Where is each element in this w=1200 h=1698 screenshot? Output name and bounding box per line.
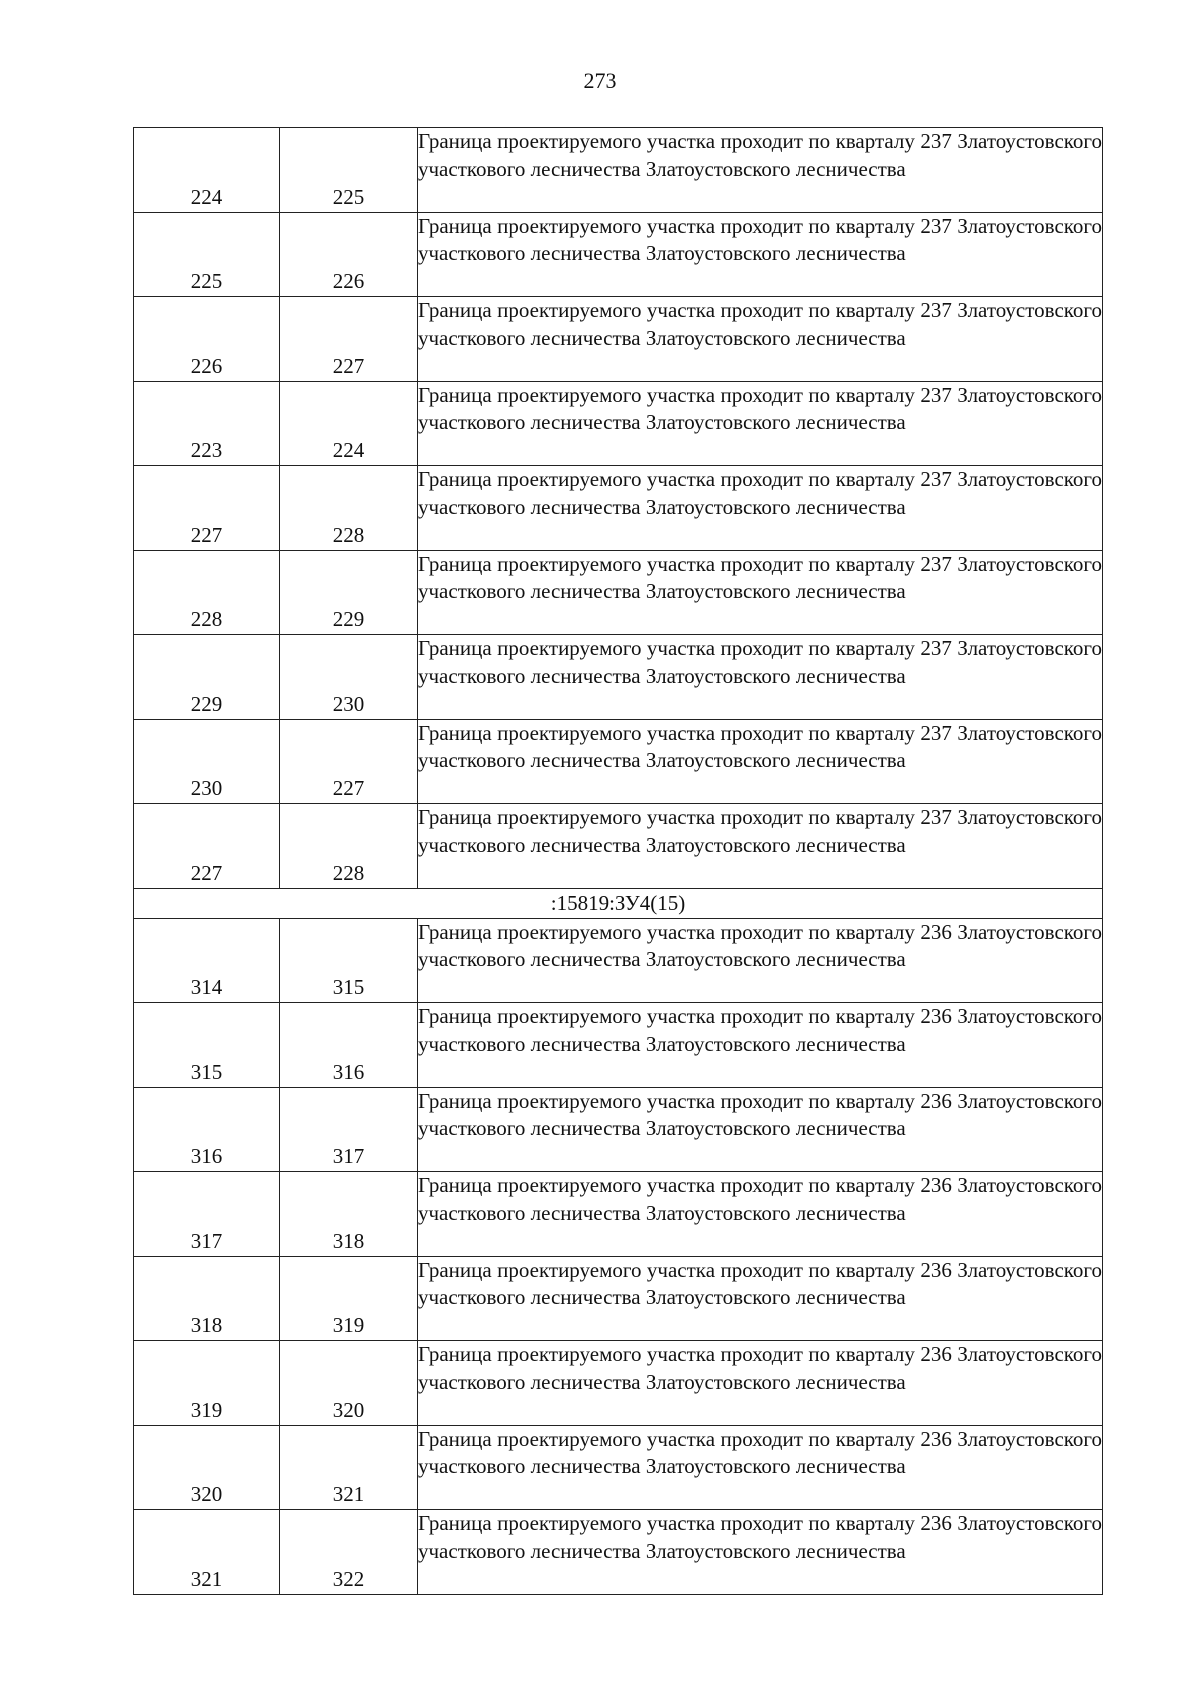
point-from-cell: 320 — [134, 1425, 280, 1510]
table-row — [134, 128, 1103, 213]
table-row — [134, 1510, 1103, 1595]
table-row — [134, 635, 1103, 720]
boundary-description-cell: Граница проектируемого участка проходит по кварталу 236 Златоустовского участкового лесничества Златоустовского лесничества — [418, 1341, 1103, 1426]
boundary-description-cell: Граница проектируемого участка проходит по кварталу 236 Златоустовского участкового лесничества Златоустовского лесничества — [418, 1172, 1103, 1257]
boundary-description-cell: Граница проектируемого участка проходит по кварталу 237 Златоустовского участкового лесничества Златоустовского лесничества — [418, 381, 1103, 466]
point-from-cell: 224 — [134, 128, 280, 213]
table-row — [134, 1341, 1103, 1426]
point-from-cell: 319 — [134, 1341, 280, 1426]
point-to-cell: 227 — [280, 719, 418, 804]
point-to-cell: 228 — [280, 466, 418, 551]
point-to-cell: 224 — [280, 381, 418, 466]
boundary-description-cell: Граница проектируемого участка проходит по кварталу 237 Златоустовского участкового лесничества Златоустовского лесничества — [418, 297, 1103, 382]
table-row — [134, 1087, 1103, 1172]
boundary-table — [133, 127, 1103, 1595]
point-from-cell: 321 — [134, 1510, 280, 1595]
table-row — [134, 719, 1103, 804]
boundary-description-cell: Граница проектируемого участка проходит по кварталу 237 Златоустовского участкового лесничества Златоустовского лесничества — [418, 466, 1103, 551]
point-to-cell: 226 — [280, 212, 418, 297]
table-row — [134, 1256, 1103, 1341]
point-to-cell: 321 — [280, 1425, 418, 1510]
boundary-description-cell: Граница проектируемого участка проходит по кварталу 236 Златоустовского участкового лесничества Златоустовского лесничества — [418, 1256, 1103, 1341]
boundary-description-cell: Граница проектируемого участка проходит по кварталу 236 Златоустовского участкового лесничества Златоустовского лесничества — [418, 918, 1103, 1003]
point-to-cell: 318 — [280, 1172, 418, 1257]
point-from-cell: 225 — [134, 212, 280, 297]
point-from-cell: 318 — [134, 1256, 280, 1341]
table-row — [134, 297, 1103, 382]
section-label: :15819:ЗУ4(15) — [134, 888, 1103, 918]
boundary-description-cell: Граница проектируемого участка проходит по кварталу 237 Златоустовского участкового лесничества Златоустовского лесничества — [418, 804, 1103, 889]
boundary-description-cell: Граница проектируемого участка проходит по кварталу 237 Златоустовского участкового лесничества Златоустовского лесничества — [418, 128, 1103, 213]
point-to-cell: 229 — [280, 550, 418, 635]
point-to-cell: 317 — [280, 1087, 418, 1172]
table-row — [134, 1003, 1103, 1088]
boundary-description-cell: Граница проектируемого участка проходит по кварталу 236 Златоустовского участкового лесничества Златоустовского лесничества — [418, 1425, 1103, 1510]
point-from-cell: 230 — [134, 719, 280, 804]
table-row — [134, 918, 1103, 1003]
table-row — [134, 381, 1103, 466]
table-body — [134, 128, 1103, 1595]
table-row — [134, 550, 1103, 635]
point-from-cell: 226 — [134, 297, 280, 382]
point-from-cell: 228 — [134, 550, 280, 635]
boundary-description-cell: Граница проектируемого участка проходит по кварталу 237 Златоустовского участкового лесничества Златоустовского лесничества — [418, 719, 1103, 804]
point-from-cell: 317 — [134, 1172, 280, 1257]
section-header-row — [134, 888, 1103, 918]
point-from-cell: 229 — [134, 635, 280, 720]
point-to-cell: 227 — [280, 297, 418, 382]
point-from-cell: 223 — [134, 381, 280, 466]
boundary-description-cell: Граница проектируемого участка проходит по кварталу 237 Златоустовского участкового лесничества Златоустовского лесничества — [418, 550, 1103, 635]
page-number: 273 — [583, 68, 617, 93]
table-row — [134, 1425, 1103, 1510]
point-to-cell: 320 — [280, 1341, 418, 1426]
point-to-cell: 322 — [280, 1510, 418, 1595]
table-row — [134, 1172, 1103, 1257]
table-row — [134, 212, 1103, 297]
point-from-cell: 314 — [134, 918, 280, 1003]
boundary-description-cell: Граница проектируемого участка проходит по кварталу 236 Златоустовского участкового лесничества Златоустовского лесничества — [418, 1087, 1103, 1172]
boundary-description-cell: Граница проектируемого участка проходит по кварталу 236 Златоустовского участкового лесничества Златоустовского лесничества — [418, 1510, 1103, 1595]
boundary-description-cell: Граница проектируемого участка проходит по кварталу 237 Златоустовского участкового лесничества Златоустовского лесничества — [418, 635, 1103, 720]
point-from-cell: 316 — [134, 1087, 280, 1172]
point-to-cell: 228 — [280, 804, 418, 889]
boundary-description-cell: Граница проектируемого участка проходит по кварталу 236 Златоустовского участкового лесничества Златоустовского лесничества — [418, 1003, 1103, 1088]
point-to-cell: 230 — [280, 635, 418, 720]
point-to-cell: 225 — [280, 128, 418, 213]
point-to-cell: 315 — [280, 918, 418, 1003]
point-from-cell: 227 — [134, 804, 280, 889]
point-to-cell: 319 — [280, 1256, 418, 1341]
point-from-cell: 315 — [134, 1003, 280, 1088]
point-from-cell: 227 — [134, 466, 280, 551]
boundary-description-cell: Граница проектируемого участка проходит по кварталу 237 Златоустовского участкового лесничества Златоустовского лесничества — [418, 212, 1103, 297]
point-to-cell: 316 — [280, 1003, 418, 1088]
table-row — [134, 466, 1103, 551]
table-row — [134, 804, 1103, 889]
